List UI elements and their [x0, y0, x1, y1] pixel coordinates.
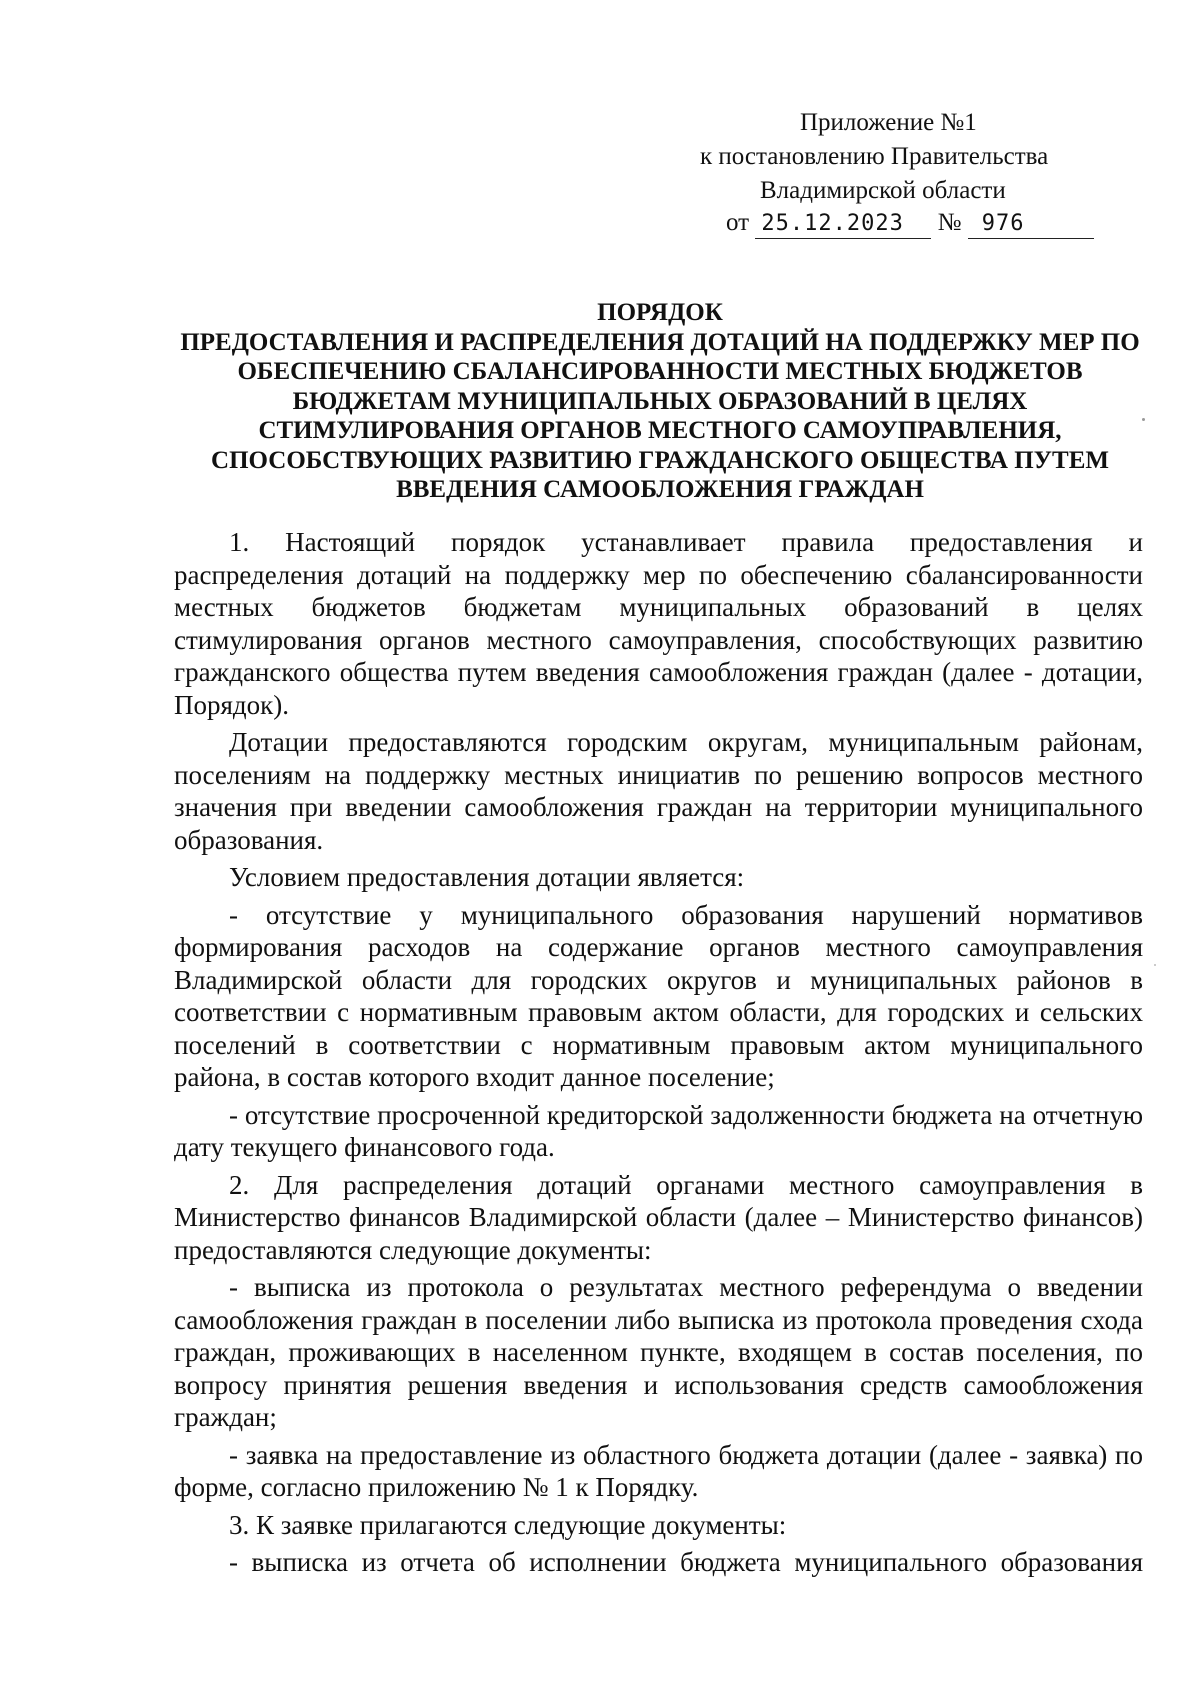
- number-sign: №: [937, 209, 962, 236]
- title-line: ПРЕДОСТАВЛЕНИЯ И РАСПРЕДЕЛЕНИЯ ДОТАЦИЙ НА ПОДДЕРЖКУ МЕР ПО: [180, 328, 1140, 356]
- paragraph-2: Дотации предоставляются городским округам, муниципальным районам, поселениям на поддержку местных инициатив по решению вопросов местного значения при введении самообложения граждан на территории муниципального образования.: [174, 727, 1143, 855]
- paragraph-10: - выписка из отчета об исполнении бюджета муниципального образования: [229, 1547, 1143, 1577]
- appendix-date-number-line: [726, 206, 1094, 241]
- title-line: СПОСОБСТВУЮЩИХ РАЗВИТИЮ ГРАЖДАНСКОГО ОБЩЕСТВА ПУТЕМ: [211, 446, 1109, 474]
- resolution-number: 976: [968, 207, 1094, 241]
- title-line: ОБЕСПЕЧЕНИЮ СБАЛАНСИРОВАННОСТИ МЕСТНЫХ БЮДЖЕТОВ: [237, 358, 1083, 385]
- appendix-resolution-line: к постановлению Правительства: [700, 143, 1049, 170]
- paragraph-7: - выписка из протокола о результатах местного референдума о введении самообложения граждан в поселении либо выписка из протокола проведения схода граждан, проживающих в населенном пункте, входящем в состав поселения, по вопросу принятия решения введения и использования средств самообложения граждан;: [174, 1272, 1143, 1432]
- appendix-region-line: Владимирской области: [760, 177, 1006, 204]
- title-line: БЮДЖЕТАМ МУНИЦИПАЛЬНЫХ ОБРАЗОВАНИЙ В ЦЕЛЯХ: [292, 387, 1028, 415]
- paragraph-8: - заявка на предоставление из областного бюджета дотации (далее - заявка) по форме, согласно приложению № 1 к Порядку.: [174, 1439, 1143, 1502]
- paragraph-5: - отсутствие просроченной кредиторской задолженности бюджета на отчетную дату текущего финансового года.: [174, 1099, 1143, 1162]
- paragraph-3: Условием предоставления дотации является:: [229, 862, 745, 892]
- title-line: СТИМУЛИРОВАНИЯ ОРГАНОВ МЕСТНОГО САМОУПРАВЛЕНИЯ,: [258, 417, 1062, 444]
- title-line: ПОРЯДОК: [597, 299, 723, 326]
- paragraph-4: - отсутствие у муниципального образования нарушений нормативов формирования расходов на содержание органов местного самоуправления Владимирской области для городских округов и муниципальных районов в соответствии с нормативным правовым актом области, для городских и сельских поселений в соответствии с нормативным правовым актом муниципального района, в состав которого входит данное поселение;: [174, 899, 1143, 1092]
- scan-speck: [1142, 418, 1145, 421]
- title-line: ВВЕДЕНИЯ САМООБЛОЖЕНИЯ ГРАЖДАН: [396, 476, 924, 503]
- document-title: [120, 298, 1200, 505]
- paragraph-6: 2. Для распределения дотаций органами местного самоуправления в Министерство финансов Владимирской области (далее – Министерство финансов) предоставляются следующие документы:: [174, 1169, 1143, 1265]
- paragraph-1: 1. Настоящий порядок устанавливает правила предоставления и распределения дотаций на поддержку мер по обеспечению сбалансированности местных бюджетов бюджетам муниципальных образований в целях стимулирования органов местного самоуправления, способствующих развитию гражданского общества путем введения самообложения граждан (далее - дотации, Порядок).: [174, 527, 1143, 720]
- date-prefix: от: [726, 209, 750, 236]
- paragraph-9: 3. К заявке прилагаются следующие документы:: [229, 1509, 787, 1540]
- document-body: [174, 526, 1143, 1584]
- scan-speck: [1154, 964, 1156, 966]
- resolution-date: 25.12.2023: [755, 207, 931, 241]
- appendix-title: Приложение №1: [800, 109, 977, 136]
